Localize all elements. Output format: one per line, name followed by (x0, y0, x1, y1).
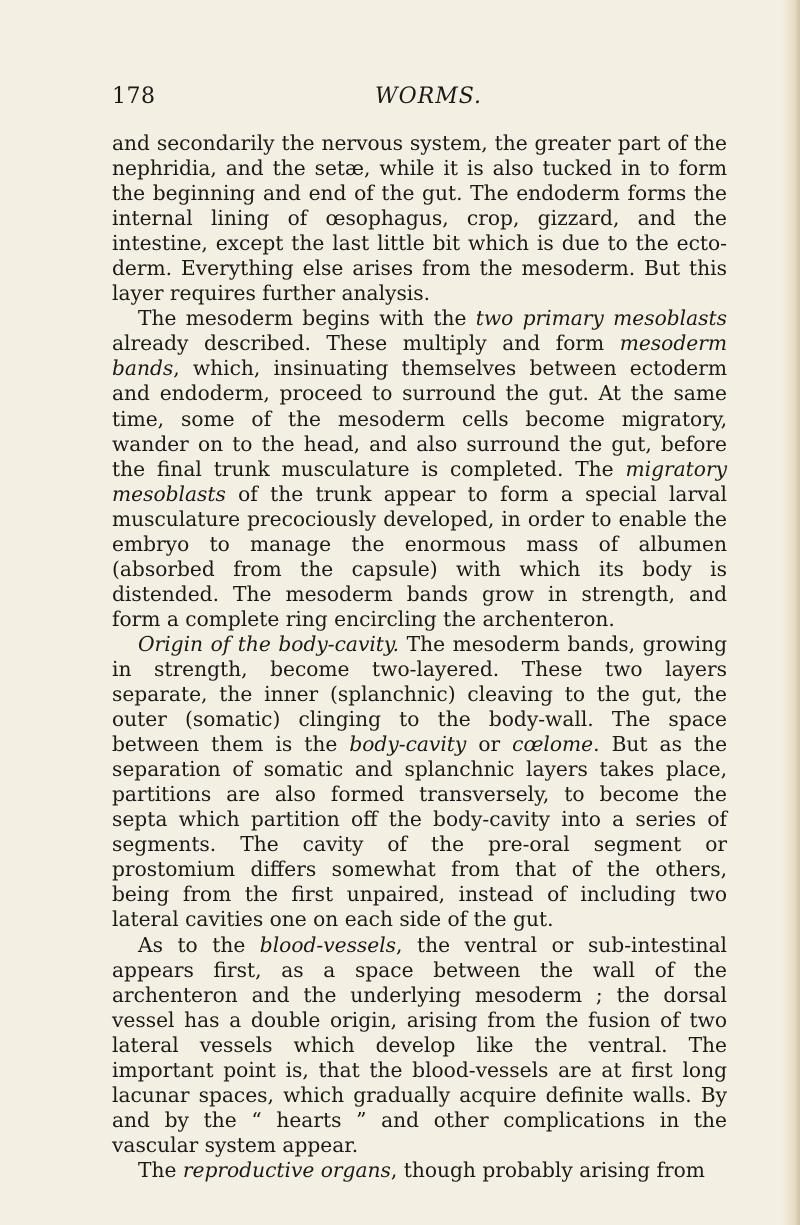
text-span: . But as the separation of somatic and splanchnic layers takes place, partitions are also formed transversely, to become the septa which partition off the body-cavity into a series of segments. The cavity of the pre-oral segment or prostomium differs somewhat from that of the others, being from the first unpaired, instead of including two lateral cavities one on each side of the gut. (112, 732, 728, 932)
text-span: The mesoderm begins with the (138, 306, 476, 331)
body-text (112, 131, 727, 1183)
text-span: The mesoderm bands, growing in strength, become two-layered. These two layers separate, the inner (splanchnic) cleaving to the gut, the outer (somatic) clinging to the body-wall. The space between them is the (112, 631, 727, 757)
text-span: , the ventral or sub-intestinal appears first, as a space between the wall of the archenteron and the underlying mesoderm ; the dorsal vessel has a double origin, arising from the fusion of two lateral vessels which develop like the ventral. The important point is, that the blood-vessels are at first long lacunar spaces, which gradually acquire definite walls. By and by the “ hearts ” and other complications in the vascular system appear. (112, 932, 727, 1157)
italic-term: blood-vessels (259, 932, 397, 957)
text-span: or (466, 732, 513, 757)
text-span: and secondarily the nervous system, the greater part of the nephridia, and the setæ, while it is also tucked in to form the beginning and end of the gut. The endoderm forms the internal lining of œsophagus, crop, gizzard, and the intestine, except the last little bit which is due to the ecto-derm. Everything else arises from the mesoderm. But this layer requires further analysis. (112, 131, 727, 306)
italic-term: two primary mesoblasts (475, 306, 727, 331)
paragraph-body-cavity (112, 632, 727, 933)
italic-term: migratory mesoblasts (112, 456, 727, 506)
italic-term: mesoderm bands (112, 331, 727, 381)
paragraph-mesoderm (112, 306, 727, 632)
text-span: of the trunk appear to form a special larval musculature precociously developed, in order to enable the embryo to manage the enormous mass of albumen (absorbed from the capsule) with which its body is distended. The mesoderm bands grow in strength, and form a complete ring encircling the archenteron. (112, 481, 727, 631)
page-number: 178 (112, 84, 156, 109)
section-heading: Origin of the body-cavity. (138, 631, 400, 656)
text-span: , which, insinuating themselves between ectoderm and endoderm, proceed to surround the gut. At the same time, some of the mesoderm cells become migratory, wander on to the head, and also surround the gut, before the final trunk musculature is completed. The (112, 356, 727, 481)
paragraph-reproductive (112, 1158, 727, 1183)
text-span: As to the (138, 932, 260, 957)
italic-term: body-cavity (349, 732, 467, 757)
text-span: , though probably arising from (390, 1157, 705, 1182)
italic-term: cœlome (512, 732, 594, 757)
paragraph-continued (112, 131, 727, 306)
italic-term: reproductive organs (182, 1157, 391, 1182)
page-header (112, 84, 712, 114)
page-edge-shadow (782, 0, 800, 1225)
running-title: WORMS. (375, 84, 483, 109)
text-span: already described. These multiply and form (112, 331, 620, 356)
paragraph-blood-vessels (112, 933, 727, 1158)
text-span: The (138, 1157, 183, 1182)
